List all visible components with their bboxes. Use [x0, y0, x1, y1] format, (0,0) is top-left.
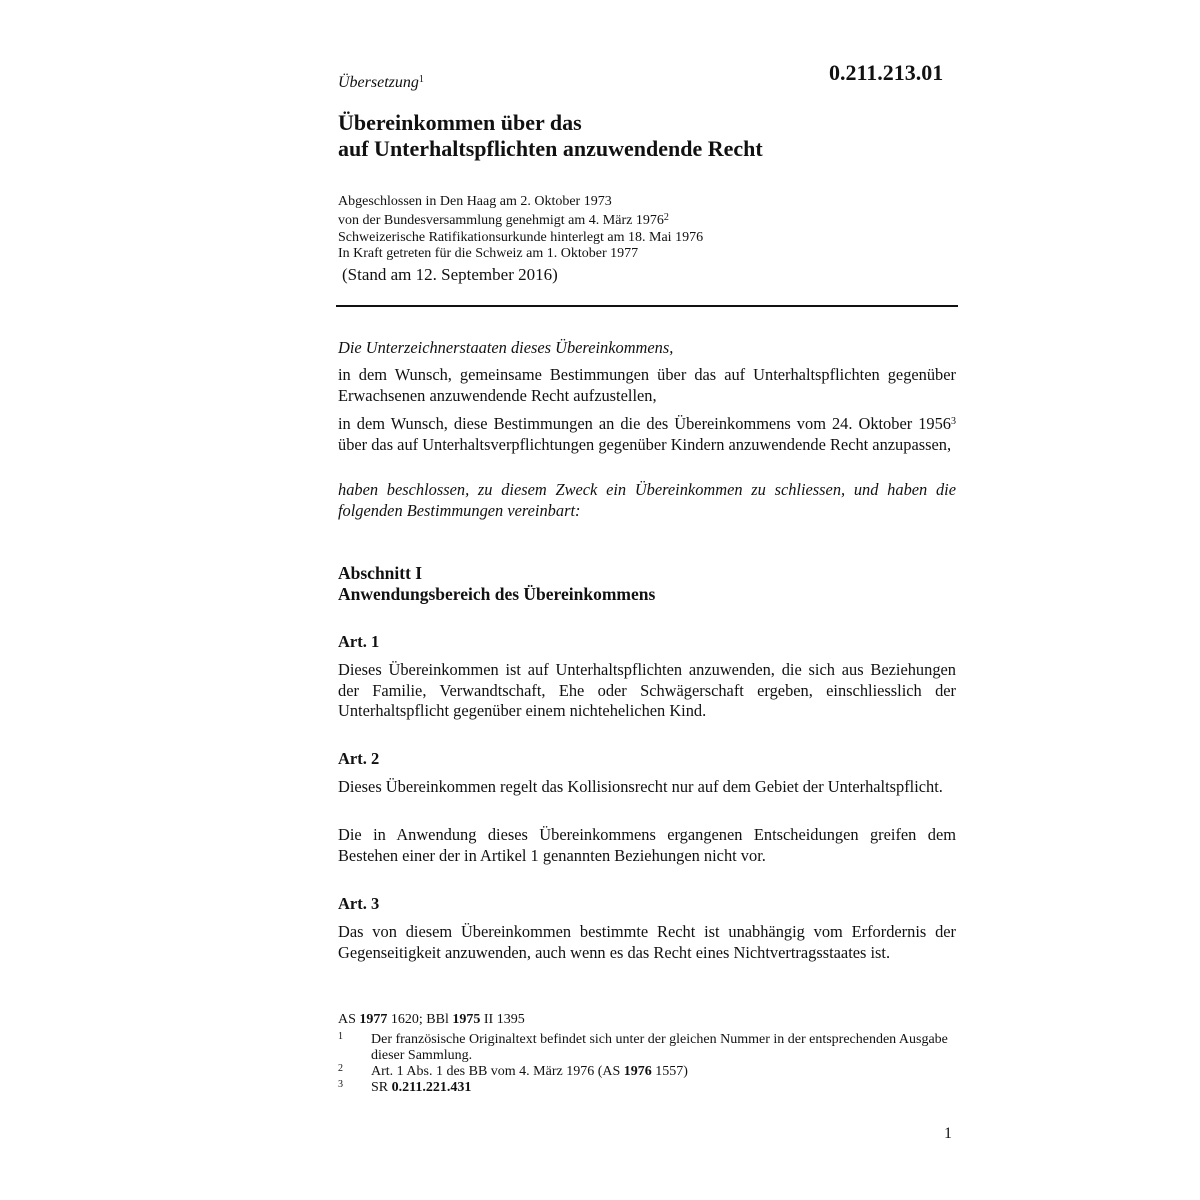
footnote-ref-1[interactable]: 1 [418, 74, 424, 85]
sr-number: 0.211.213.01 [829, 60, 944, 85]
translation-label [338, 74, 424, 92]
article-3-paragraph-1: Das von diesem Übereinkommen bestimmte Recht ist unabhängig vom Erfordernis der Gegenseitigkeit anzuwenden, auch wenn es das Recht eines Nichtvertragsstaates ist. [338, 922, 956, 962]
title-line-2: auf Unterhaltspflichten anzuwendende Recht [338, 136, 763, 161]
footnote-ref-2[interactable]: 2 [663, 212, 669, 224]
source-as-year: 1977 [359, 1012, 388, 1027]
footnote-3 [338, 1080, 958, 1096]
page-number: 1 [944, 1125, 952, 1142]
footnote-ref-3[interactable]: 3 [951, 416, 956, 427]
footnote-1 [338, 1032, 958, 1064]
meta-ratification: Schweizerische Ratifikationsurkunde hinterlegt am 18. Mai 1976 [338, 229, 704, 245]
translation-text: Übersetzung [338, 74, 419, 91]
status-date: (Stand am 12. September 2016) [342, 265, 558, 284]
meta-in-force: In Kraft getreten für die Schweiz am 1. Oktober 1977 [338, 245, 639, 261]
footnotes [338, 1032, 958, 1096]
preamble-p2-after: über das auf Unterhaltsverpflichtungen gegenüber Kindern anzuwendende Recht anzupassen, [338, 434, 952, 454]
meta-approved [338, 210, 958, 229]
footnote-2-before: Art. 1 Abs. 1 des BB vom 4. März 1976 (AS [371, 1064, 624, 1079]
source-bbl-rest: II 1395 [480, 1012, 525, 1027]
footnote-text [371, 1064, 958, 1080]
preamble-closing: haben beschlossen, zu diesem Zweck ein Übereinkommen zu schliessen, und haben die folgenden Bestimmungen vereinbart: [338, 480, 956, 520]
footnote-3-bold: 0.211.221.431 [391, 1080, 472, 1095]
meta-approved-text: von der Bundesversammlung genehmigt am 4. März 1976 [338, 213, 664, 229]
source-as-prefix: AS [338, 1012, 360, 1027]
footnote-2-bold: 1976 [623, 1064, 652, 1079]
source-reference [338, 1012, 525, 1028]
article-1-paragraph-1: Dieses Übereinkommen ist auf Unterhaltspflichten anzuwenden, die sich aus Beziehungen der Familie, Verwandtschaft, Ehe oder Schwägerschaft ergeben, einschliesslich der Unterhaltspflicht gegenüber einem nichtehelichen Kind. [338, 660, 956, 721]
article-2-paragraph-1: Dieses Übereinkommen regelt das Kollisionsrecht nur auf dem Gebiet der Unterhaltspflicht. [338, 777, 943, 796]
source-bbl-year: 1975 [452, 1012, 481, 1027]
document-title [338, 110, 958, 162]
title-line-1: Übereinkommen über das [338, 110, 582, 135]
source-as-page: 1620; BBl [387, 1012, 453, 1027]
article-3-heading: Art. 3 [338, 894, 380, 913]
footnote-number: 3 [338, 1079, 343, 1090]
header-divider [336, 305, 958, 307]
section-label: Abschnitt I [338, 563, 423, 583]
article-2-paragraph-2: Die in Anwendung dieses Übereinkommens ergangenen Entscheidungen greifen dem Bestehen einer der in Artikel 1 genannten Beziehungen nicht vor. [338, 825, 956, 865]
preamble-paragraph-2 [338, 412, 956, 455]
preamble-intro: Die Unterzeichnerstaaten dieses Übereinkommens, [338, 338, 674, 357]
preamble-p2-before: in dem Wunsch, diese Bestimmungen an die des Übereinkommens vom 24. Oktober 1956 [338, 414, 951, 433]
document-metadata [338, 194, 958, 262]
preamble-paragraph-1: in dem Wunsch, gemeinsame Bestimmungen über das auf Unterhaltspflichten gegenüber Erwachsenen anzuwendende Recht aufzustellen, [338, 365, 956, 405]
footnote-3-before: SR [371, 1080, 392, 1095]
footnote-number: 1 [338, 1031, 343, 1042]
section-heading [338, 563, 958, 605]
article-1-heading: Art. 1 [338, 632, 380, 651]
footnote-text: Der französische Originaltext befindet sich unter der gleichen Nummer in der entsprechenden Ausgabe dieser Sammlung. [371, 1032, 948, 1063]
footnote-2 [338, 1064, 958, 1080]
footnote-number: 2 [338, 1063, 343, 1074]
footnote-text [371, 1080, 958, 1096]
article-2-heading: Art. 2 [338, 749, 380, 768]
footnote-2-after: 1557) [651, 1064, 688, 1079]
section-title: Anwendungsbereich des Übereinkommens [338, 584, 656, 604]
meta-concluded: Abgeschlossen in Den Haag am 2. Oktober 1973 [338, 194, 612, 209]
